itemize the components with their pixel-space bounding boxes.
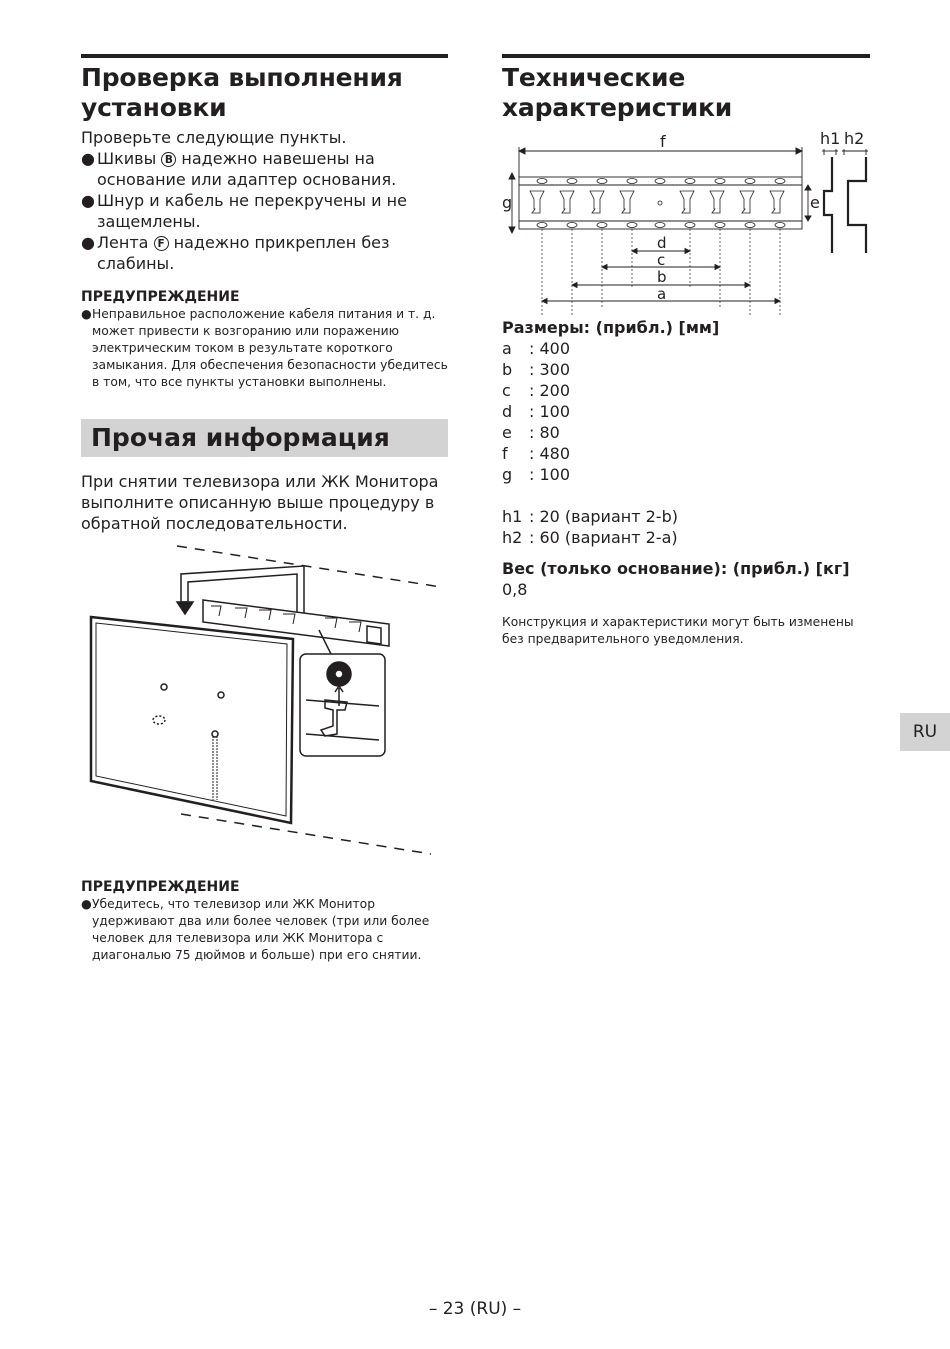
page-number: – 23 (RU) –: [428, 1299, 522, 1319]
spec-note: Конструкция и характеристики могут быть изменены без предварительного уведомления.: [502, 615, 854, 646]
list-item: f : 480: [502, 444, 571, 463]
removal-illustration: [81, 538, 448, 868]
label-f: f: [660, 132, 666, 151]
intro-text: Проверьте следующие пункты.: [81, 128, 347, 147]
dimension-diagram: [502, 127, 870, 317]
section-rule: [81, 54, 448, 58]
section-title-specs: Технические характеристики: [502, 63, 733, 122]
list-item: ● Шкивы B надежно навешены на основание или адаптер основания.: [81, 149, 397, 189]
warning-heading: ПРЕДУПРЕЖДЕНИЕ: [81, 289, 240, 305]
section-title-bar: [81, 419, 448, 457]
section-title-install-check: Проверка выполнения установки: [81, 63, 403, 122]
right-column: [502, 54, 870, 648]
label-h1: h1: [820, 129, 841, 148]
section-rule: [502, 54, 870, 58]
dimensions-heading: Размеры: (прибл.) [мм]: [502, 318, 720, 337]
label-h2: h2: [844, 129, 865, 148]
list-item: ● Шнур и кабель не перекручены и не защемлены.: [81, 191, 407, 231]
dimensions-list: [502, 338, 870, 485]
list-item: e : 80: [502, 423, 560, 442]
label-e: e: [810, 193, 820, 212]
section-title-other-info: Прочая информация: [91, 423, 390, 452]
mark-b-icon: B: [161, 152, 176, 167]
list-item: h1 : 20 (вариант 2-b): [502, 507, 678, 526]
h-dimensions-list: [502, 506, 870, 548]
label-b: b: [657, 268, 667, 286]
list-item: d : 100: [502, 402, 571, 421]
list-item: c : 200: [502, 381, 571, 400]
other-info-text: При снятии телевизора или ЖК Монитора выполните описанную выше процедуру в обратной последовательности.: [81, 472, 439, 533]
list-item: g : 100: [502, 465, 571, 484]
label-g: g: [502, 193, 513, 212]
list-item: a : 400: [502, 339, 571, 358]
weight-value: 0,8: [502, 580, 528, 599]
label-d: d: [657, 234, 667, 252]
label-a: a: [657, 285, 667, 303]
warning-text: ● Неправильное расположение кабеля питания и т. д. может привести к возгоранию или поражению электрическим током в результате короткого замыкания. Для обеспечения безопасности убедитесь в том, что все пункты установки выполнены.: [81, 307, 448, 389]
warning-heading: ПРЕДУПРЕЖДЕНИЕ: [81, 879, 240, 895]
list-item: b : 300: [502, 360, 571, 379]
language-tab: RU: [900, 713, 950, 751]
left-column: [81, 54, 448, 964]
list-item: ● Лента F надежно прикреплен без слабины.: [81, 233, 390, 273]
warning-text: ● Убедитесь, что телевизор или ЖК Монитор удерживают два или более человек (три или более человек для телевизора или ЖК Монитора с диагональю 75 дюймов и больше) при его снятии.: [81, 897, 430, 962]
mark-f-icon: F: [154, 236, 169, 251]
list-item: h2 : 60 (вариант 2-a): [502, 528, 678, 547]
label-c: c: [657, 251, 666, 269]
weight-heading: Вес (только основание): (прибл.) [кг]: [502, 559, 850, 578]
